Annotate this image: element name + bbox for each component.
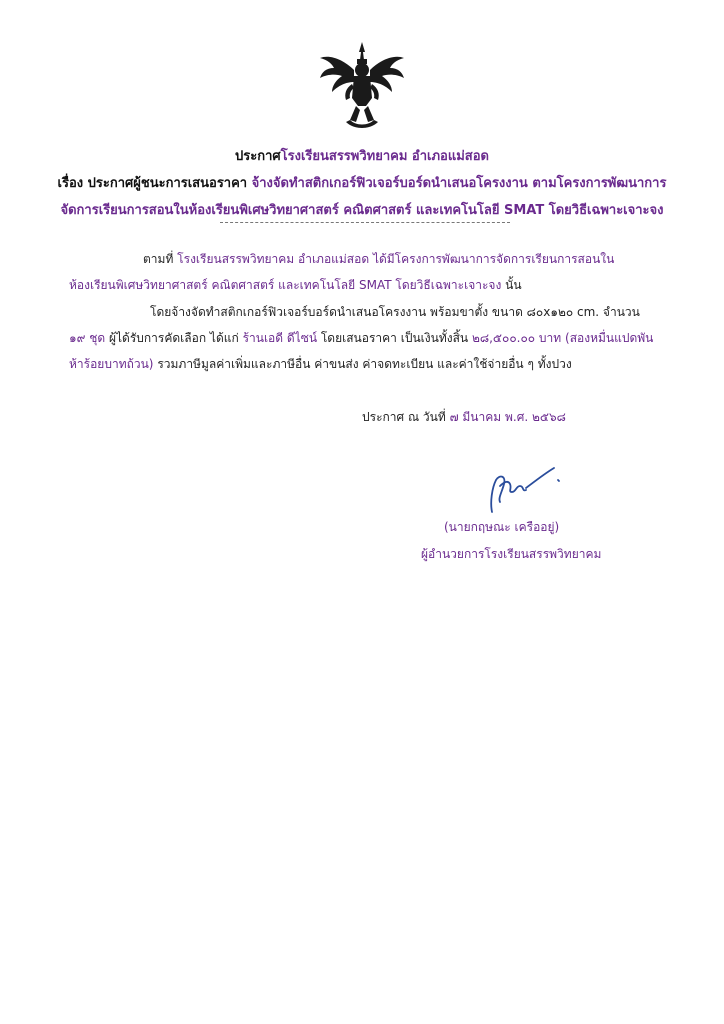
signature-image bbox=[478, 462, 562, 514]
signer-title: ผู้อำนวยการโรงเรียนสรรพวิทยาคม bbox=[421, 547, 602, 561]
signer-name: (นายกฤษณะ เครืออยู่) bbox=[444, 520, 560, 534]
subject-text-1: จ้างจัดทำสติกเกอร์ฟิวเจอร์บอร์ดนำเสนอโครงงาน ตามโครงการพัฒนาการ bbox=[251, 176, 667, 191]
garuda-emblem-icon bbox=[316, 40, 408, 132]
vendor-name: ร้านเอดี ดีไซน์ bbox=[238, 331, 318, 345]
subject-line-1 bbox=[0, 172, 724, 193]
text-segment: จ้างจัดทำสติกเกอร์ฟิวเจอร์บอร์ดนำเสนอโครงงาน พร้อมขาตั้ง ขนาด ๘๐x๑๒๐ cm. จำนวน bbox=[171, 305, 640, 319]
quantity: ๑๙ ชุด bbox=[69, 331, 106, 345]
paragraph-2-line-2 bbox=[69, 329, 653, 348]
text-segment: นั้น bbox=[501, 278, 522, 292]
price-text-end: ห้าร้อยบาทถ้วน) bbox=[69, 357, 154, 371]
paragraph-1-line-1 bbox=[143, 250, 614, 269]
paragraph-2-line-3 bbox=[69, 355, 572, 374]
divider bbox=[220, 222, 510, 223]
text-segment: ผู้ได้รับการคัดเลือก ได้แก่ bbox=[105, 331, 239, 345]
subject-label: เรื่อง ประกาศผู้ชนะการเสนอราคา bbox=[57, 176, 248, 191]
date-label: ประกาศ ณ วันที่ bbox=[362, 410, 450, 424]
text-segment: โดยเสนอราคา เป็นเงินทั้งสิ้น bbox=[317, 331, 472, 345]
paragraph-2-line-1 bbox=[150, 303, 640, 322]
subject-line-2: จัดการเรียนการสอนในห้องเรียนพิเศษวิทยาศาสตร์ คณิตศาสตร์ และเทคโนโลยี SMAT โดยวิธีเฉพาะเจาะจง bbox=[60, 203, 664, 218]
title-prefix: ประกาศ bbox=[235, 149, 281, 164]
page-title bbox=[0, 145, 724, 166]
school-name: โรงเรียนสรรพวิทยาคม อำเภอแม่สอด bbox=[280, 149, 489, 164]
text-segment: ห้องเรียนพิเศษวิทยาศาสตร์ คณิตศาสตร์ และเทคโนโลยี SMAT โดยวิธีเฉพาะเจาะจง bbox=[69, 278, 502, 292]
announcement-date bbox=[362, 408, 566, 427]
text-segment: ตามที่ bbox=[143, 252, 174, 266]
text-segment: โดย bbox=[150, 305, 172, 319]
price-amount: ๒๘,๕๐๐.๐๐ บาท (สองหมื่นแปดพัน bbox=[471, 331, 654, 345]
text-segment: รวมภาษีมูลค่าเพิ่มและภาษีอื่น ค่าขนส่ง ค่าจดทะเบียน และค่าใช้จ่ายอื่น ๆ ทั้งปวง bbox=[153, 357, 572, 371]
date-value: ๗ มีนาคม พ.ศ. ๒๕๖๘ bbox=[449, 410, 566, 424]
text-segment: โรงเรียนสรรพวิทยาคม อำเภอแม่สอด ได้มีโครงการพัฒนาการจัดการเรียนการสอนใน bbox=[173, 252, 615, 266]
paragraph-1-line-2 bbox=[69, 276, 522, 295]
